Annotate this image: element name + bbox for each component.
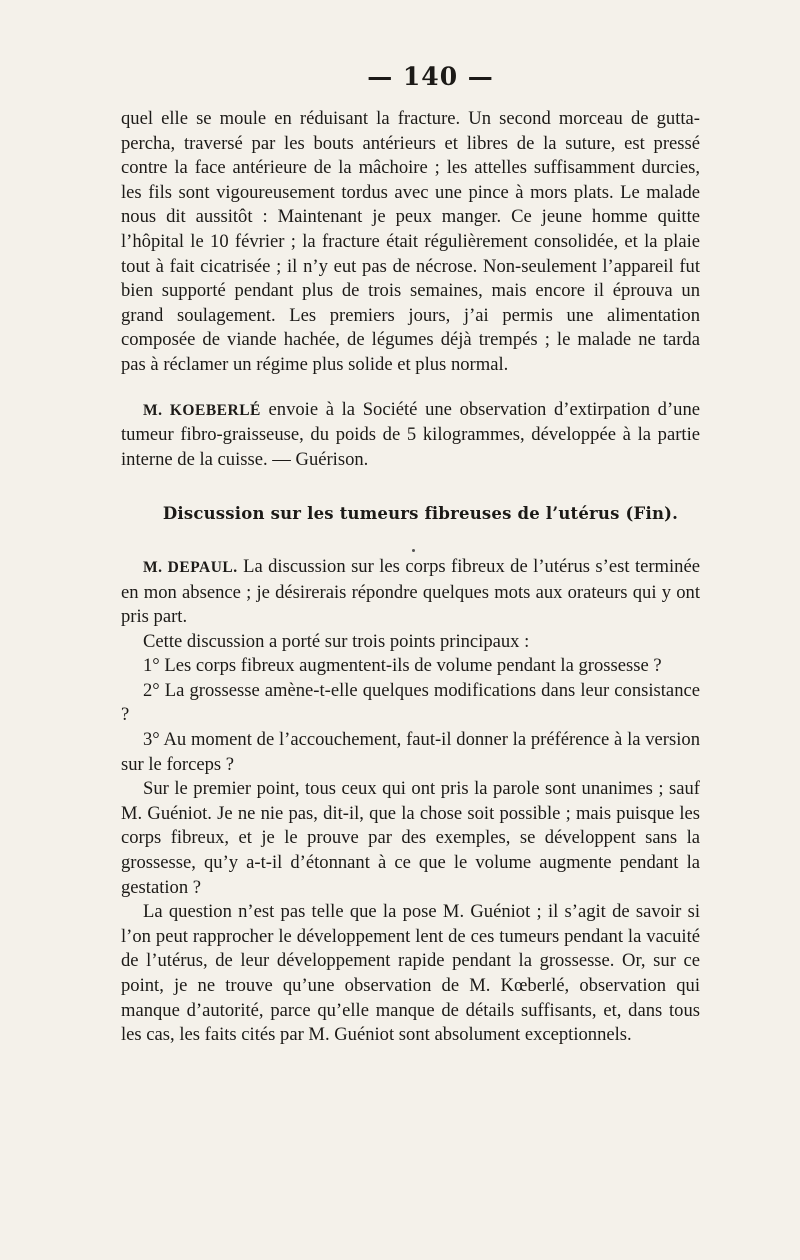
depaul-text: La discussion sur les corps fibreux de l’utérus s’est terminée en mon absence ; je désirerais répondre quelques mots aux orateurs qui y ont pris part. (121, 555, 700, 628)
paragraph-question: La question n’est pas telle que la pose M. Guéniot ; il s’agit de savoir si l’on peut rapprocher le développement lent de ces tumeurs pendant la vacuité de l’utérus, de leur développement rapide pendant la grossesse. Or, sur ce point, je ne trouve qu’une observation de M. Kœberlé, observation qui manque d’autorité, parce qu’elle manque de détails suffisants, et, dans tous les cas, les faits cités par M. Guéniot sont absolument exceptionnels. (121, 901, 700, 1046)
paragraph-fracture: quel elle se moule en réduisant la fracture. Un second morceau de gutta-percha, traversé par les bouts antérieurs et libres de la suture, est pressé contre la face antérieure de la mâchoire ; les attelles suffisamment durcies, les fils sont vigoureusement tordus avec une pince à mors plats. Le malade nous dit aussitôt : Maintenant je peux manger. Ce jeune homme quitte l’hôpital le 10 février ; la fracture était régulièrement consolidée, et la plaie tout à fait cicatrisée ; il n’y eut pas de nécrose. Non-seulement l’appareil fut bien supporté pendant plus de trois semaines, mais encore il éprouva un grand soulagement. Les premiers jours, j’ai permis une alimentation composée de viande hachée, de légumes déjà trempés ; le malade ne tarda pas à réclamer un régime plus solide et plus normal. (121, 108, 700, 375)
section-heading: Discussion sur les tumeurs fibreuses de l’utérus (Fin). (162, 504, 679, 524)
paragraph-koeberle (121, 398, 700, 473)
koeberle-text: envoie à la Société une observation d’extirpation d’une tumeur fibro-graisseuse, du poids de 5 kilogrammes, développée à la partie interne de la cuisse. — Guérison. (121, 398, 700, 470)
point-three: 3° Au moment de l’accouchement, faut-il donner la préférence à la version sur le forceps ? (121, 729, 700, 775)
point-one: 1° Les corps fibreux augmentent-ils de volume pendant la grossesse ? (143, 655, 662, 677)
paragraph-three-points: Cette discussion a porté sur trois points principaux : (143, 630, 530, 652)
page-number: — 140 — (367, 62, 494, 91)
point-two: 2° La grossesse amène-t-elle quelques modifications dans leur consistance ? (121, 679, 700, 726)
speaker-koeberle: M. KOEBERLÉ (143, 401, 261, 419)
page-body (121, 107, 700, 1048)
paragraph-first-point: Sur le premier point, tous ceux qui ont pris la parole sont unanimes ; sauf M. Guéniot. Je ne nie pas, dit-il, que la chose soit possible ; mais puisque les corps fibreux, et je le prouve par des exemples, se développent sans la grossesse, qu’y a-t-il d’étonnant à ce que le volume augmente pendant la gestation ? (121, 778, 700, 898)
ink-speck (412, 549, 415, 552)
speaker-depaul: M. DEPAUL. (143, 558, 238, 576)
paragraph-depaul (121, 555, 700, 630)
